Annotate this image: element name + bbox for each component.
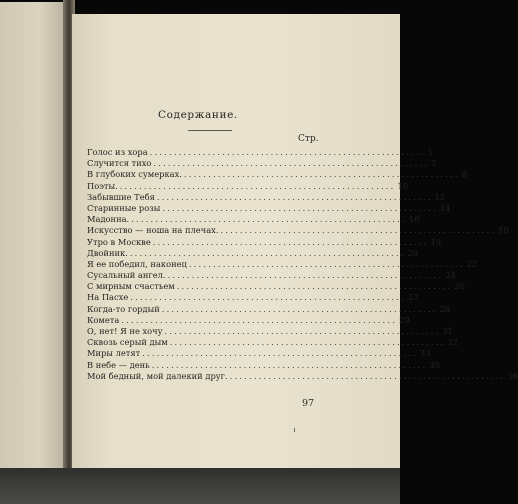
toc-entry-title: Случится тихо: [87, 158, 152, 169]
toc-entry-title: Утро в Москве: [87, 236, 151, 247]
toc-entry-title: На Пасхе: [87, 292, 129, 303]
toc-entry-page: 10: [397, 180, 409, 191]
toc-entry: [87, 303, 451, 315]
leader-dots: .........................................................: [164, 326, 441, 336]
toc-list: [87, 147, 518, 382]
toc-entry-page: 26: [454, 281, 465, 292]
title-rule: [188, 130, 232, 131]
toc-entry-page: 19: [430, 236, 442, 247]
toc-entry-title: Сквозь серый дым: [87, 337, 168, 348]
toc-entry: [87, 180, 409, 192]
toc-entry-page: 28: [439, 303, 451, 314]
toc-entry-page: 27: [407, 292, 419, 303]
toc-entry-title: О, нет! Я не хочу: [87, 326, 163, 336]
toc-entry: [87, 292, 419, 303]
toc-entry-title: Двойник.: [87, 247, 128, 258]
toc-entry: [87, 314, 410, 326]
toc-entry-page: 20: [407, 247, 419, 258]
page-column-header: Стр.: [298, 134, 319, 144]
leader-dots: .........................................................: [142, 348, 418, 359]
toc-entry-page: 5: [427, 147, 433, 157]
leader-dots: .........................................................: [119, 180, 396, 191]
toc-title: Содержание.: [158, 109, 238, 121]
toc-entry: [87, 214, 420, 225]
toc-entry-page: 35: [429, 359, 441, 370]
toc-entry-title: С мирным счастьем: [87, 281, 175, 292]
toc-entry-title: Мадонна.: [87, 214, 130, 225]
toc-entry-page: 36: [507, 370, 518, 381]
toc-entry-title: Поэты.: [87, 180, 118, 191]
toc-entry-page: 12: [434, 191, 446, 202]
leader-dots: .........................................................: [130, 292, 406, 303]
toc-entry-page: 14: [440, 202, 451, 213]
toc-entry-title: В небе — день: [87, 359, 150, 370]
toc-entry: [87, 191, 446, 203]
leader-dots: .........................................................: [161, 303, 438, 314]
leader-dots: .........................................................: [220, 225, 497, 236]
toc-entry-page: 32: [447, 337, 458, 348]
leader-dots: .........................................................: [131, 214, 407, 225]
toc-entry-page: 8: [461, 169, 467, 180]
leader-dots: .........................................................: [149, 147, 426, 157]
toc-entry-title: Старинные розы: [87, 202, 161, 213]
toc-entry-title: Искусство — ноша на плечах.: [87, 225, 219, 236]
toc-entry: [87, 348, 431, 359]
leader-dots: .........................................................: [229, 370, 506, 381]
toc-entry-title: Комета: [87, 314, 120, 325]
toc-entry-page: 33: [419, 348, 431, 359]
toc-entry-page: 18: [498, 225, 509, 236]
toc-entry: [87, 236, 442, 248]
toc-entry: [87, 337, 458, 348]
toc-entry-title: Забывшие Тебя: [87, 191, 155, 202]
toc-entry-page: 16: [408, 214, 420, 225]
leader-dots: .........................................................: [188, 258, 465, 269]
toc-entry: [87, 169, 467, 180]
leader-dots: .........................................................: [129, 247, 406, 258]
leader-dots: .........................................................: [183, 169, 460, 180]
left-page: [0, 2, 66, 470]
leader-dots: .........................................................: [153, 158, 430, 169]
toc-entry: [87, 326, 453, 337]
toc-entry-title: Сусальный ангел.: [87, 270, 166, 281]
toc-entry: [87, 158, 437, 169]
leader-dots: .........................................................: [151, 359, 428, 370]
toc-entry-page: 7: [431, 158, 437, 169]
toc-entry: [87, 258, 478, 270]
toc-entry: [87, 359, 441, 371]
toc-entry: [87, 147, 433, 158]
leader-dots: .........................................................: [121, 314, 398, 325]
toc-entry-title: Когда-то гордый: [87, 303, 160, 314]
leader-dots: .........................................................: [152, 236, 429, 247]
toc-entry-title: Мой бедный, мой далекий друг.: [87, 370, 228, 381]
toc-entry-page: 29: [399, 314, 410, 325]
toc-entry: [87, 370, 518, 382]
toc-entry-page: 22: [466, 258, 478, 269]
toc-entry-title: Голос из хора: [87, 147, 148, 157]
leader-dots: .........................................................: [156, 191, 433, 202]
toc-entry: [87, 225, 509, 236]
toc-entry-page: 24: [445, 270, 456, 281]
leader-dots: .........................................................: [167, 270, 444, 281]
toc-entry-title: Я ее победил, наконец: [87, 258, 187, 269]
toc-entry: [87, 270, 456, 281]
toc-entry-page: 31: [442, 326, 453, 336]
print-mark: [294, 428, 295, 432]
toc-entry: [87, 247, 419, 259]
toc-entry-title: В глубоких сумерках.: [87, 169, 182, 180]
background-surface: [0, 468, 400, 504]
toc-entry-title: Миры летят: [87, 348, 141, 359]
page-number: 97: [302, 398, 315, 409]
leader-dots: .........................................................: [162, 202, 439, 213]
toc-entry: [87, 202, 451, 214]
leader-dots: .........................................................: [176, 281, 453, 292]
leader-dots: .........................................................: [169, 337, 446, 348]
toc-entry: [87, 281, 465, 292]
